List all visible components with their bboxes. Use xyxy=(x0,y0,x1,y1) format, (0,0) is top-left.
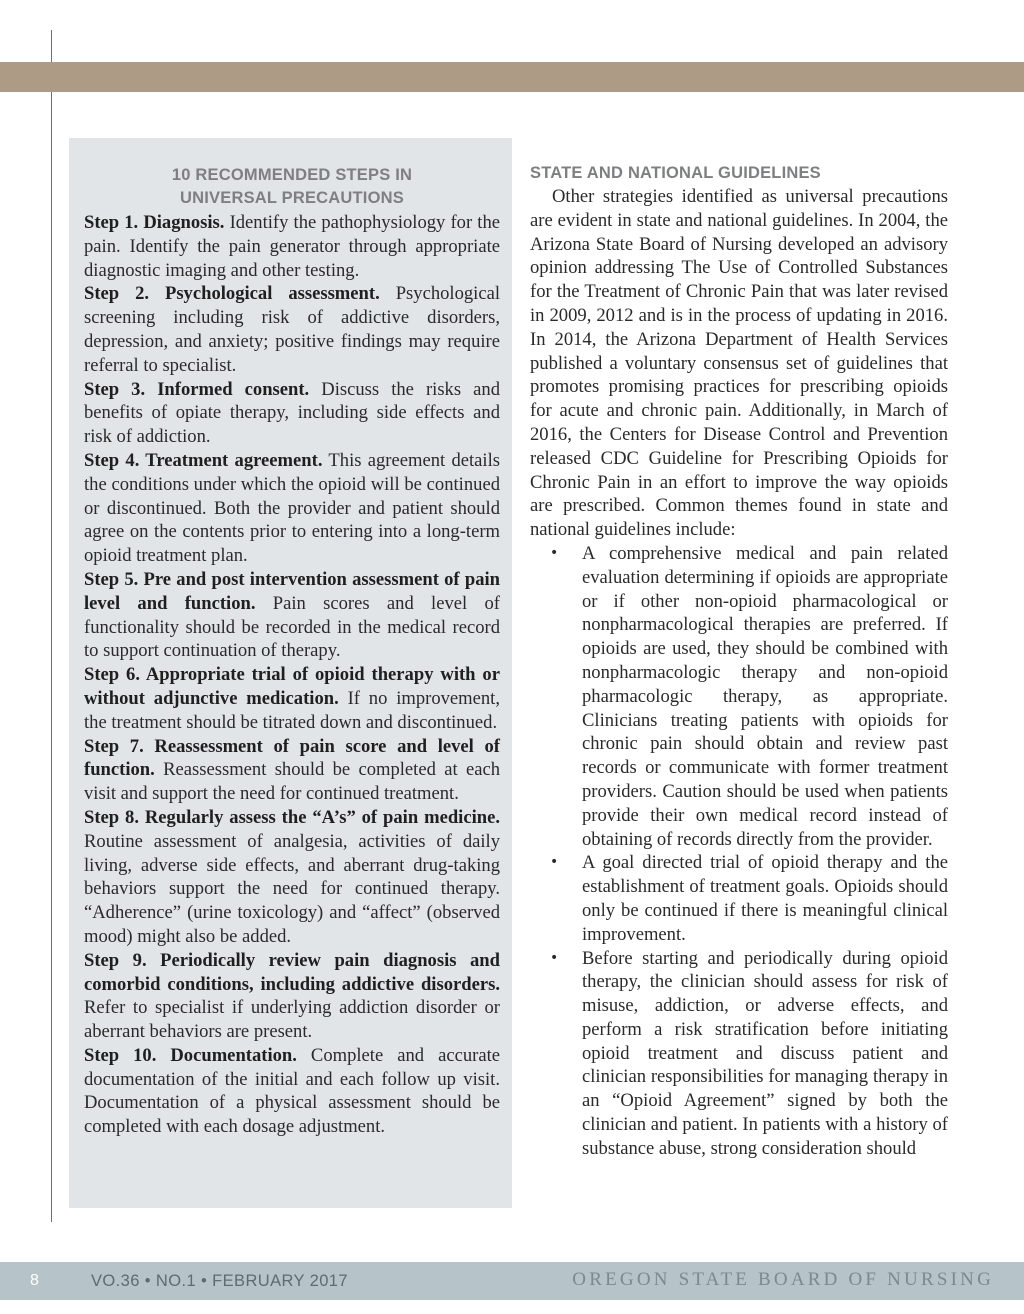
step-text: Discuss the risks and benefits of opiate therapy, including side effects and risk of addiction. xyxy=(84,378,500,448)
step-2 xyxy=(84,282,500,377)
margin-rule xyxy=(51,92,52,1222)
step-8 xyxy=(84,806,500,949)
header-band xyxy=(0,62,1024,92)
step-10 xyxy=(84,1044,500,1139)
step-label: Step 4. Treatment agreement. xyxy=(84,449,323,471)
step-3 xyxy=(84,378,500,449)
step-label: Step 3. Informed consent. xyxy=(84,378,310,400)
step-text: Routine assessment of analgesia, activities of daily living, adverse side effects, and aberrant drug-taking behaviors support the need for continued therapy. “Adherence” (urine toxicology) and “affect” (observed mood) might also be added. xyxy=(84,830,500,947)
step-label: Step 2. Psychological assessment. xyxy=(84,283,380,305)
bullet-icon: • xyxy=(550,854,559,871)
organization-name: OREGON STATE BOARD OF NURSING xyxy=(572,1269,994,1290)
issue-info: VO.36 • NO.1 • FEBRUARY 2017 xyxy=(91,1272,348,1290)
step-5 xyxy=(84,568,500,663)
steps-sidebar xyxy=(69,138,512,1208)
step-4 xyxy=(84,449,500,568)
sidebar-title: 10 RECOMMENDED STEPS IN UNIVERSAL PRECAUTIONS xyxy=(171,166,413,207)
step-label: Step 6. Appropriate trial of opioid therapy with or without adjunctive medication. xyxy=(84,664,500,709)
list-item: • A comprehensive medical and pain related evaluation determining if opioids are appropriate or if other non-opioid pharmacological or nonpharmacological therapies are preferred. If opioids are used, they should be combined with nonpharmacologic therapy and non-opioid pharmacologic therapy, as appropriate. Clinicians treating patients with opioids for chronic pain should obtain and review past records or communicate with former treatment providers. Caution should be used when patients provide their own medical record instead of obtaining of records directly from the provider. xyxy=(550,542,948,850)
body-paragraph: Other strategies identified as universal precautions are evident in state and national guidelines. In 2004, the Arizona State Board of Nursing developed an advisory opinion addressing The Use of Controlled Substances for the Treatment of Chronic Pain that was later revised in 2009, 2012 and is in the process of updating in 2016. In 2014, the Arizona Department of Health Services published a voluntary consensus set of guidelines that promotes promising practices for prescribing opioids for acute and chronic pain. Additionally, in March of 2016, the Centers for Disease Control and Prevention released CDC Guideline for Prescribing Opioids for Chronic Pain in an effort to improve the way opioids are prescribed. Common themes found in state and national guidelines include: xyxy=(530,186,948,541)
step-6 xyxy=(84,663,500,734)
step-text: Reassessment should be completed at each visit and support the need for continued treatment. xyxy=(84,759,500,805)
step-text: If no improvement, the treatment should be titrated down and discontinued. xyxy=(84,687,500,733)
guideline-list xyxy=(530,542,948,1161)
step-1 xyxy=(84,211,500,282)
step-text: Complete and accurate documentation of the initial and each follow up visit. Documentation of a physical assessment should be completed with each dosage adjustment. xyxy=(84,1044,500,1138)
step-text: Pain scores and level of functionality should be recorded in the medical record to support continuation of therapy. xyxy=(84,592,500,662)
list-item: • A goal directed trial of opioid therapy and the establishment of treatment goals. Opioids should only be continued if there is meaningful clinical improvement. xyxy=(550,852,948,945)
step-text: Psychological screening including risk of addictive disorders, depression, and anxiety; positive findings may require referral to specialist. xyxy=(84,283,501,376)
step-text: Identify the pathophysiology for the pain. Identify the pain generator through appropriate diagnostic imaging and other testing. xyxy=(84,212,500,281)
step-label: Step 1. Diagnosis. xyxy=(84,212,225,233)
step-label: Step 7. Reassessment of pain score and level of function. xyxy=(84,735,500,781)
step-label: Step 10. Documentation. xyxy=(84,1044,297,1066)
list-item: • Before starting and periodically during opioid therapy, the clinician should assess for risk of misuse, addiction, or adverse effects, and perform a risk stratification before initiating opioid treatment and discuss patient and clinician responsibilities for managing therapy in an “Opioid Agreement” signed by both the clinician and patient. In patients with a history of substance abuse, strong consideration should xyxy=(550,947,948,1159)
page-footer xyxy=(0,1262,1024,1300)
guidelines-column xyxy=(530,162,948,1161)
section-heading: STATE AND NATIONAL GUIDELINES xyxy=(530,164,821,182)
step-label: Step 9. Periodically review pain diagnosis and comorbid conditions, including addictive disorders. xyxy=(84,949,500,995)
step-label: Step 5. Pre and post intervention assessment of pain level and function. xyxy=(84,568,500,614)
step-7 xyxy=(84,735,500,806)
step-text: This agreement details the conditions under which the opioid will be continued or discontinued. Both the provider and patient should agree on the contents prior to entering into a long-term opioid treatment plan. xyxy=(84,449,500,567)
step-label: Step 8. Regularly assess the “A’s” of pain medicine. xyxy=(84,806,500,828)
page-number: 8 xyxy=(30,1272,39,1289)
bullet-icon: • xyxy=(550,544,559,561)
step-9 xyxy=(84,949,500,1044)
margin-rule-top xyxy=(51,30,52,62)
bullet-icon: • xyxy=(550,949,559,966)
step-text: Refer to specialist if underlying addiction disorder or aberrant behaviors are present. xyxy=(84,997,500,1043)
